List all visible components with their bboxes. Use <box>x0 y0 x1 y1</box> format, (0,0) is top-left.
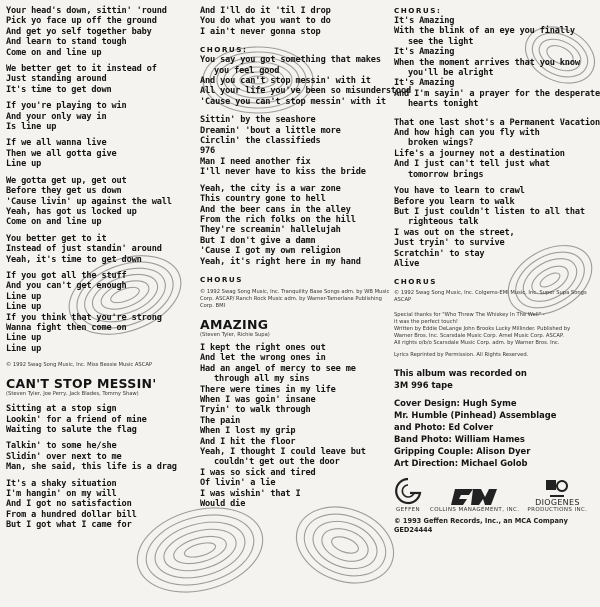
amazing-lyrics <box>200 343 390 510</box>
song-title: AMAZING <box>200 316 269 332</box>
geffen-logo-text: GEFFEN <box>395 507 421 514</box>
lyrics-column-1 <box>6 6 196 539</box>
lyric-line: I'm hangin' on my will <box>6 489 117 500</box>
lyric-line: And get yo self together baby <box>6 26 152 37</box>
lyric-line: And learn to stand tough <box>6 37 127 48</box>
verse-lyrics <box>200 6 390 37</box>
lyric-line: Had an angel of mercy to see me <box>200 363 356 374</box>
thanks-line: Warner Bros. Inc. Scarsdale Music Corp. Arnel Music Corp. ASCAP. <box>394 333 564 340</box>
lyric-line: But I don't give a damn <box>200 235 316 246</box>
lyric-line: But I just couldn't listen to all that <box>394 206 585 217</box>
lyric-line: Lookin' for a friend of mine <box>6 414 147 425</box>
lyric-line: Talkin' to some he/she <box>6 441 117 452</box>
thanks-line: it was the perfect touch! <box>394 319 458 326</box>
lyric-line: 'Cause livin' up against the wall <box>6 196 172 207</box>
recording-line: This album was recorded on <box>394 368 527 379</box>
lyric-line: And I hit the floor <box>200 436 296 447</box>
lyric-line: And let the wrong ones in <box>200 353 326 364</box>
lyric-line: We better get to it instead of <box>6 64 157 75</box>
lyric-line: I was out on the street, <box>394 227 515 238</box>
lyric-line: When the moment arrives that you know <box>394 57 580 68</box>
footer-copyright: © 1993 Geffen Records, Inc., an MCA Company <box>394 517 568 526</box>
song-copyright: © 1992 Swag Song Music, Inc. Colgems-EMI Music, Inc. Super Supa Songs ASCAP <box>394 290 587 304</box>
lyric-line: Line up <box>6 343 42 354</box>
lyric-line: broken wings? <box>408 138 474 149</box>
lyric-line: This country gone to hell <box>200 194 326 205</box>
lyric-line: From the rich folks on the hill <box>200 214 356 225</box>
lyric-line: And you can't get enough <box>6 281 127 292</box>
lyric-line: Man, she said, this life is a drag <box>6 462 177 473</box>
lyric-line: couldn't get out the door <box>214 457 340 468</box>
lyric-line: Wanna fight then come on <box>6 322 127 333</box>
lyric-line: see the light <box>408 36 474 47</box>
diogenes-logo-mark <box>544 478 570 498</box>
lyric-line: We gotta get up, get out <box>6 175 127 186</box>
lyric-line: Line up <box>6 302 42 313</box>
lyric-line: Would die <box>200 499 246 510</box>
lyric-line: Come on and line up <box>6 47 102 58</box>
lyric-line: From a hundred dollar bill <box>6 509 137 520</box>
song-writers: (Steven Tyler, Joe Perry, Jack Blades, Tommy Shaw) <box>6 391 139 398</box>
lyric-line: Dreamin' 'bout a little more <box>200 125 341 136</box>
lyric-line: tomorrow brings <box>408 169 484 180</box>
lyric-line: Your head's down, sittin' 'round <box>6 6 167 16</box>
lyric-line: But I got what I came for <box>6 520 132 531</box>
lyric-line: you feel good <box>214 65 280 76</box>
lyric-line: Before you learn to walk <box>394 196 515 207</box>
lyric-line: And I'm sayin' a prayer for the desperate <box>394 88 600 99</box>
lyric-line: through all my sins <box>214 374 310 385</box>
cant-stop-messin-lyrics <box>6 404 196 530</box>
lyric-line: Before they get us down <box>6 186 122 197</box>
lyric-line: Life's a journey not a destination <box>394 148 565 159</box>
diogenes-logo-text: DIOGENES <box>535 498 580 508</box>
label-logos <box>394 477 598 513</box>
thanks-line: Written by Eddie DeLange John Brooks Lucky Millinder. Published by <box>394 326 571 333</box>
lyric-line: Waiting to salute the flag <box>6 425 137 435</box>
lyric-line: Sittin' by the seashore <box>200 115 316 126</box>
diogenes-logo-subtext: PRODUCTIONS INC. <box>527 507 588 514</box>
lyric-line: Man I need another fix <box>200 156 311 167</box>
credit-line: Art Direction: Michael Golob <box>394 458 528 469</box>
thanks-line: Special thanks for "Who Threw The Whiskey In The Well" - <box>394 312 545 319</box>
geffen-logo-mark <box>394 477 422 507</box>
lyric-line: 'Cause you can't stop messin' with it <box>200 96 386 107</box>
lyric-line: I'll never have to kiss the bride <box>200 167 366 178</box>
lyric-line: With the blink of an eye you finally <box>394 26 575 37</box>
lyric-line: Alive <box>394 258 420 269</box>
lyric-line: you'll be alright <box>408 68 494 79</box>
lyric-line: Yeah, has got us locked up <box>6 206 137 217</box>
lyric-line: And you can't stop messin' with it <box>200 76 371 87</box>
song-copyright: © 1992 Swag Song Music, Inc. Tranquility Base Songs adm. by WB Music Corp. ASCAP/ Ranch Rock Music adm. by Warner-Tamerlane Publishing Corp. BMI <box>200 288 390 309</box>
lyric-line: Of livin' a lie <box>200 478 276 489</box>
lyric-line: Line up <box>6 291 42 302</box>
lyric-line: And the beer cans in the alley <box>200 204 351 215</box>
catalog-number: GED24444 <box>394 526 433 535</box>
lyric-line: It's time to get down <box>6 84 112 95</box>
diogenes-logo <box>527 478 587 513</box>
lyric-line: All your life you've been so misunderstood <box>200 86 412 97</box>
lyric-line: If we all wanna live <box>6 138 107 149</box>
lyric-line: righteous talk <box>408 217 479 228</box>
lyric-line: 'Cause I got my own religion <box>200 246 341 257</box>
lyric-line: You better get to it <box>6 233 107 244</box>
lyric-line: I was wishin' that I <box>200 488 301 499</box>
lyric-line: It's Amazing <box>394 16 455 26</box>
lyric-line: They're screamin' hallelujah <box>200 225 341 236</box>
chorus-label: CHORUS: <box>394 6 442 15</box>
lyric-line: Yeah, the city is a war zone <box>200 183 341 194</box>
lyric-line: Scratchin' to stay <box>394 248 485 259</box>
chorus-label: CHORUS <box>200 274 243 284</box>
recording-note <box>394 367 598 391</box>
lyric-line: Yeah, it's right here in my hand <box>200 256 361 267</box>
lyric-line: I ain't never gonna stop <box>200 26 321 37</box>
lyric-line: Circlin' the classifieds <box>200 136 321 147</box>
verse-lyrics <box>394 118 598 270</box>
recording-line: 3M 996 tape <box>394 380 453 391</box>
lyric-line: That one last shot's a Permanent Vacation <box>394 117 600 128</box>
collins-logo-mark <box>451 487 499 507</box>
lyric-line: I kept the right ones out <box>200 342 326 353</box>
lyric-line: If you got all the stuff <box>6 270 127 281</box>
lyric-line: Line up <box>6 159 42 170</box>
lyrics-column-3 <box>394 6 598 535</box>
lyric-line: Is line up <box>6 122 57 133</box>
lyric-line: And how high can you fly with <box>394 128 540 139</box>
lyric-line: It's Amazing <box>394 47 455 58</box>
song-writers: (Steven Tyler, Richie Supa) <box>200 331 270 338</box>
chorus-lyrics <box>200 55 412 107</box>
collins-management-logo <box>430 487 519 513</box>
lyric-line: Instead of just standin' around <box>6 244 162 255</box>
lyric-line: When I lost my grip <box>200 426 296 437</box>
lyric-line: Just standing around <box>6 74 107 85</box>
lyric-line: Yeah, it's time to get down <box>6 254 142 265</box>
credit-line: Cover Design: Hugh Syme <box>394 398 517 409</box>
lyric-line: Line up <box>6 333 42 344</box>
lyric-line: And I got no satisfaction <box>6 499 132 510</box>
collins-logo-text: COLLINS MANAGEMENT, INC. <box>430 507 520 514</box>
chorus-lyrics <box>394 16 598 110</box>
song-title: CAN'T STOP MESSIN' <box>6 376 157 392</box>
geffen-logo <box>394 477 422 513</box>
lyric-line: Yeah, I thought I could leave but <box>200 447 366 457</box>
lyric-line: 976 <box>200 146 216 157</box>
lyric-line: And I just can't tell just what <box>394 159 550 170</box>
line-up-lyrics <box>6 6 196 354</box>
lyric-line: If you think that you're strong <box>6 312 162 323</box>
lyric-line: There were times in my life <box>200 384 336 395</box>
credit-line: Mr. Humble (Pinhead) Assemblage <box>394 410 557 421</box>
credit-line: Band Photo: William Hames <box>394 434 525 445</box>
credit-line: Gripping Couple: Alison Dyer <box>394 446 531 457</box>
lyric-line: And your only way in <box>6 111 107 122</box>
lyric-line: You say you got something that makes <box>200 55 381 66</box>
lyric-line: You have to learn to crawl <box>394 186 525 197</box>
lyric-line: I was so sick and tired <box>200 467 316 478</box>
lyric-line: You do what you want to do <box>200 16 331 27</box>
lyric-line: When I was goin' insane <box>200 394 316 405</box>
lyric-line: Tryin' to walk through <box>200 405 311 416</box>
lyric-line: Just tryin' to survive <box>394 238 505 249</box>
special-thanks <box>394 312 598 347</box>
chorus-label: CHORUS: <box>200 45 248 55</box>
lyric-line: Sitting at a stop sign <box>6 404 117 415</box>
chorus-label: CHORUS <box>394 277 437 287</box>
lyric-line: Then we all gotta give <box>6 148 117 159</box>
lyric-line: Pick yo face up off the ground <box>6 16 157 27</box>
lyric-line: If you're playing to win <box>6 101 127 112</box>
lyric-line: hearts tonight <box>408 99 479 110</box>
lyric-line: The pain <box>200 415 241 426</box>
lyric-line: It's a shaky situation <box>6 478 117 489</box>
lyric-line: And I'll do it 'til I drop <box>200 6 331 16</box>
lyric-line: Come on and line up <box>6 217 102 228</box>
lyric-line: It's Amazing <box>394 78 455 89</box>
lyrics-reprinted-note: Lyrics Reprinted by Permission. All Rights Reserved. <box>394 352 529 359</box>
album-credits <box>394 397 598 469</box>
credit-line: and Photo: Ed Colver <box>394 422 494 433</box>
song-copyright: © 1992 Swag Song Music, Inc. Miss Bessie Music ASCAP <box>6 362 153 369</box>
thanks-line: All rights o/b/o Scarsdale Music Corp. adm. by Warner Bros. Inc. <box>394 340 560 347</box>
lyric-line: Slidin' over next to me <box>6 451 122 462</box>
verse-lyrics <box>200 115 390 267</box>
